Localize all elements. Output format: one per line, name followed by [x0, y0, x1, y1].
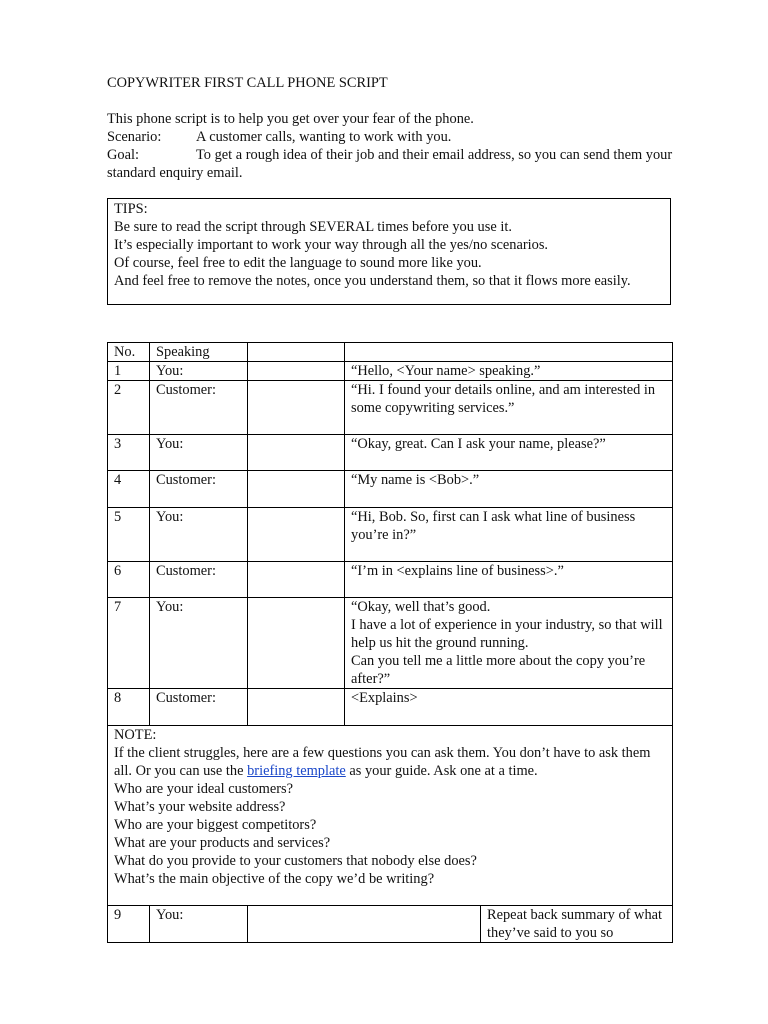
goal-text-continued: standard enquiry email.: [107, 165, 243, 181]
table-row: [108, 362, 673, 381]
row-no: 3: [108, 435, 150, 471]
row-line-part: “Okay, well that’s good.: [351, 599, 491, 615]
row-no: 6: [108, 562, 150, 598]
row-speaker: You:: [150, 362, 248, 381]
empty-cell: [248, 471, 345, 508]
note-cell: [108, 726, 673, 906]
empty-cell: [248, 598, 345, 689]
note-question: Who are your biggest competitors?: [114, 817, 317, 833]
note-row: [108, 726, 673, 906]
row-speaker: Customer:: [150, 381, 248, 435]
scenario-text: A customer calls, wanting to work with you.: [196, 129, 452, 145]
goal-label: Goal:: [107, 147, 139, 163]
empty-cell: [248, 689, 345, 726]
tips-line: And feel free to remove the notes, once you understand them, so that it flows more easily.: [114, 273, 631, 289]
empty-cell: [248, 435, 345, 471]
row-line: “Okay, great. Can I ask your name, please?”: [345, 435, 673, 471]
row-line: [345, 598, 673, 689]
goal-text: To get a rough idea of their job and their email address, so you can send them your: [196, 147, 673, 163]
tips-line: It’s especially important to work your way through all the yes/no scenarios.: [114, 237, 549, 253]
row-speaker: You:: [150, 508, 248, 562]
row-line: “Hi. I found your details online, and am interested in some copywriting services.”: [345, 381, 673, 435]
script-table: [107, 342, 673, 943]
tips-line: Be sure to read the script through SEVERAL times before you use it.: [114, 219, 512, 235]
empty-cell: [248, 562, 345, 598]
goal-row: [107, 146, 707, 164]
table-row: [108, 508, 673, 562]
row-speaker: You:: [150, 435, 248, 471]
row-no: 5: [108, 508, 150, 562]
intro-block: [107, 110, 707, 182]
row-line: “I’m in <explains line of business>.”: [345, 562, 673, 598]
empty-cell: [248, 343, 345, 362]
table-row: [108, 598, 673, 689]
header-speaking: Speaking: [150, 343, 248, 362]
row-no: 2: [108, 381, 150, 435]
note-question: What are your products and services?: [114, 835, 331, 851]
note-intro-text: If the client struggles, here are a few questions you can ask them. You don’t have to ask them all. Or you can use the: [114, 745, 651, 779]
document-title: COPYWRITER FIRST CALL PHONE SCRIPT: [107, 75, 388, 91]
table-row: [108, 381, 673, 435]
note-question: Who are your ideal customers?: [114, 781, 294, 797]
row-speaker: Customer:: [150, 689, 248, 726]
row-speaker: You:: [150, 906, 248, 943]
row-speaker: Customer:: [150, 562, 248, 598]
empty-cell: [345, 343, 673, 362]
row-speaker: Customer:: [150, 471, 248, 508]
note-question: What’s your website address?: [114, 799, 286, 815]
row-line: “My name is <Bob>.”: [345, 471, 673, 508]
row-no: 4: [108, 471, 150, 508]
row-line: Repeat back summary of what they’ve said to you so: [481, 906, 673, 943]
row-line: “Hello, <Your name> speaking.”: [345, 362, 673, 381]
row-line-part: Can you tell me a little more about the copy you’re after?”: [351, 653, 646, 687]
table-row: [108, 906, 673, 943]
table-row: [108, 435, 673, 471]
table-header-row: [108, 343, 673, 362]
table-row: [108, 689, 673, 726]
tips-line: Of course, feel free to edit the language to sound more like you.: [114, 255, 482, 271]
note-question: What do you provide to your customers that nobody else does?: [114, 853, 477, 869]
scenario-label: Scenario:: [107, 129, 162, 145]
row-line: “Hi, Bob. So, first can I ask what line of business you’re in?”: [345, 508, 673, 562]
briefing-template-link[interactable]: briefing template: [247, 763, 346, 779]
note-heading: NOTE:: [114, 727, 157, 743]
empty-cell: [248, 508, 345, 562]
note-intro: [114, 744, 666, 780]
note-intro-text-after: as your guide. Ask one at a time.: [345, 763, 538, 779]
note-question: What’s the main objective of the copy we’d be writing?: [114, 871, 435, 887]
tips-box: [107, 198, 671, 305]
row-line: <Explains>: [345, 689, 673, 726]
intro-line: This phone script is to help you get over your fear of the phone.: [107, 111, 474, 127]
row-no: 8: [108, 689, 150, 726]
empty-cell: [248, 906, 481, 943]
scenario-row: [107, 128, 707, 146]
empty-cell: [248, 381, 345, 435]
table-row: [108, 562, 673, 598]
tips-heading: TIPS:: [114, 201, 148, 217]
row-no: 9: [108, 906, 150, 943]
row-speaker: You:: [150, 598, 248, 689]
row-line-part: I have a lot of experience in your industry, so that will help us hit the ground running.: [351, 617, 663, 651]
header-no: No.: [108, 343, 150, 362]
row-no: 7: [108, 598, 150, 689]
table-row: [108, 471, 673, 508]
row-no: 1: [108, 362, 150, 381]
empty-cell: [248, 362, 345, 381]
